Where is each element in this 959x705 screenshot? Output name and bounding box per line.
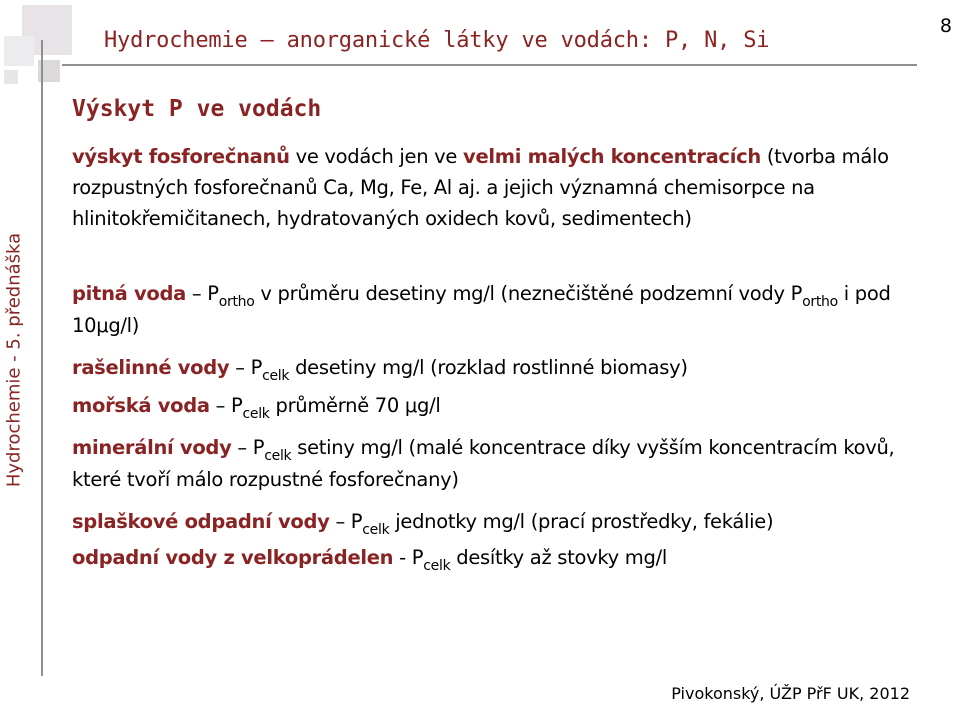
paragraph-sea-water	[72, 390, 912, 422]
text: i pod 10μg/l)	[72, 282, 891, 337]
page-number: 8	[939, 15, 952, 37]
text: v průměru desetiny mg/l (neznečištěné podzemní vody P	[254, 282, 803, 305]
subscript: celk	[262, 368, 290, 384]
term: výskyt fosforečnanů	[72, 145, 290, 168]
text: průměrně 70 μg/l	[269, 394, 441, 417]
paragraph-peat-water	[72, 352, 912, 384]
text: desetiny mg/l (rozklad rostlinné biomasy)	[289, 356, 688, 379]
subscript: ortho	[802, 294, 838, 310]
term: velmi malých koncentracích	[463, 145, 761, 168]
term: odpadní vody z velkoprádelen	[72, 546, 394, 569]
dash: – P	[229, 356, 263, 379]
subscript: celk	[242, 406, 270, 422]
text: desítky až stovky mg/l	[450, 546, 667, 569]
term: splaškové odpadní vody	[72, 510, 330, 533]
paragraph-drinking-water	[72, 278, 912, 342]
decorative-square	[4, 70, 18, 84]
subscript: celk	[423, 558, 451, 574]
decorative-square	[4, 36, 34, 66]
vertical-divider	[41, 40, 43, 676]
slide-content	[72, 96, 912, 574]
footer-credit: Pivokonský, ÚŽP PřF UK, 2012	[671, 684, 910, 703]
subscript: ortho	[218, 294, 255, 310]
term: pitná voda	[72, 282, 187, 305]
subscript: celk	[264, 448, 292, 464]
term: minerální vody	[72, 436, 232, 459]
paragraph-mineral-water	[72, 432, 912, 496]
paragraph-sewage-water	[72, 506, 912, 538]
paragraph-laundry-wastewater	[72, 542, 912, 574]
section-title: Výskyt P ve vodách	[72, 96, 322, 122]
header-divider	[62, 64, 917, 66]
dash: – P	[329, 510, 363, 533]
dash: – P	[209, 394, 243, 417]
subscript: celk	[362, 522, 390, 538]
text: jednotky mg/l (prací prostředky, fekálie)	[389, 510, 774, 533]
paragraph-occurrence	[72, 141, 912, 234]
dash: – P	[186, 282, 219, 305]
dash: - P	[393, 546, 424, 569]
term: rašelinné vody	[72, 356, 230, 379]
text: setiny mg/l (malé koncentrace díky vyšším koncentracím kovů, které tvoří málo rozpustné fosforečnany)	[72, 436, 895, 491]
slide-header-title: Hydrochemie – anorganické látky ve vodách: P, N, Si	[104, 28, 770, 53]
side-lecture-label: Hydrochemie - 5. přednáška	[3, 232, 25, 488]
text: (tvorba málo rozpustných fosforečnanů Ca, Mg, Fe, Al aj. a jejich významná chemisorpce na hlinitokřemičitanech, hydratovaných oxidech kovů, sedimentech)	[72, 145, 889, 230]
dash: – P	[231, 436, 265, 459]
text: ve vodách jen ve	[289, 145, 464, 168]
term: mořská voda	[72, 394, 210, 417]
